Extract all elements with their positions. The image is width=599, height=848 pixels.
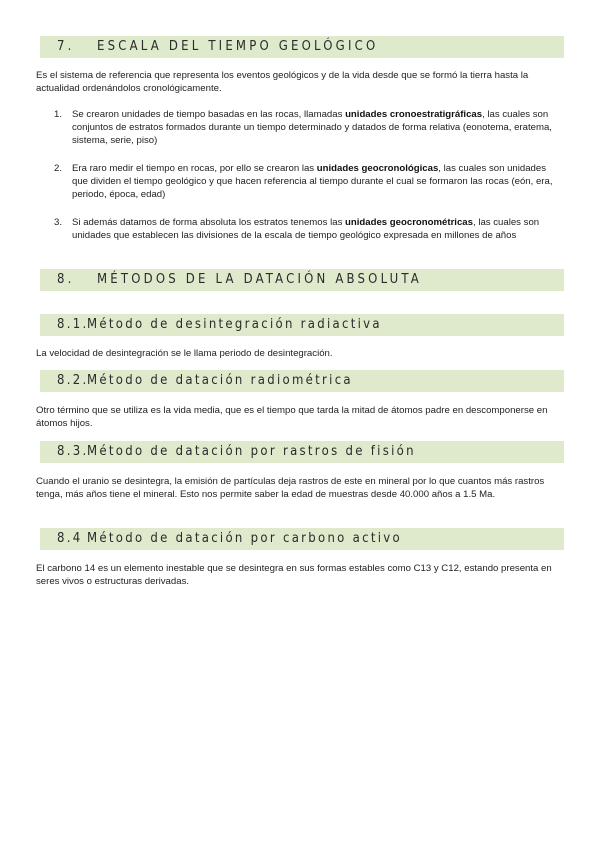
section-8-3-number: 8.3. xyxy=(57,444,89,459)
section-8-3-heading xyxy=(40,441,564,463)
section-8-1-text: La velocidad de desintegración se le llama periodo de desintegración. xyxy=(36,348,333,359)
section-8-2-heading xyxy=(40,370,564,392)
list-item-text: Era raro medir el tiempo en rocas, por ello se crearon las unidades geocronológicas, las cuales son unidades que dividen el tiempo geológico y que hacen referencia al tiempo durante el cual se formaron las rocas (eón, era, periodo, época, edad) xyxy=(72,163,553,201)
term-cronoestratigraficas: unidades cronoestratigráficas xyxy=(345,109,483,120)
section-7-title: ESCALA DEL TIEMPO GEOLÓGICO xyxy=(97,39,379,54)
section-7-heading xyxy=(40,36,564,58)
section-8-1-number: 8.1. xyxy=(57,317,89,332)
list-item-number: 2. xyxy=(54,163,63,174)
section-8-heading xyxy=(40,269,564,291)
list-item-number: 1. xyxy=(54,109,63,120)
section-8-4-title: Método de datación por carbono activo xyxy=(87,531,402,546)
section-8-1-title: Método de desintegración radiactiva xyxy=(87,317,382,332)
list-item xyxy=(54,108,564,148)
section-8-3-text: Cuando el uranio se desintegra, la emisión de partículas deja rastros de este en mineral por lo que cuantos más rastros tenga, más años tiene el mineral. Esto nos permite saber la edad de muestras desde 40.000 años a 1.5 Ma. xyxy=(36,476,545,501)
section-8-number: 8. xyxy=(57,272,75,287)
section-7-intro: Es el sistema de referencia que representa los eventos geológicos y de la vida desde que se formó la tierra hasta la actualidad ordenándolos cronológicamente. xyxy=(36,70,529,95)
section-8-4-number: 8.4 xyxy=(57,531,83,546)
term-geocronometricas: unidades geocronométricas xyxy=(345,217,473,228)
list-item xyxy=(54,162,564,202)
list-item-text: Si además datamos de forma absoluta los estratos tenemos las unidades geocronométricas, las cuales son unidades que establecen las divisiones de la escala de tiempo geológico expresada en millones de años xyxy=(72,217,540,242)
list-item-number: 3. xyxy=(54,217,63,228)
section-8-title: MÉTODOS DE LA DATACIÓN ABSOLUTA xyxy=(97,272,422,287)
section-8-4-heading xyxy=(40,528,564,550)
list-item xyxy=(54,216,564,242)
section-8-2-text: Otro término que se utiliza es la vida media, que es el tiempo que tarda la mitad de átomos padre en descomponerse en átomos hijos. xyxy=(36,405,548,430)
section-8-2-title: Método de datación radiométrica xyxy=(87,373,353,388)
list-item-text: Se crearon unidades de tiempo basadas en las rocas, llamadas unidades cronoestratigráficas, las cuales son conjuntos de estratos formados durante un tiempo determinado y datados de forma relativa (eonotema, eratema, sistema, serie, piso) xyxy=(72,109,552,147)
section-8-1-heading xyxy=(40,314,564,336)
section-8-3-title: Método de datación por rastros de fisión xyxy=(87,444,416,459)
section-8-2-number: 8.2. xyxy=(57,373,89,388)
section-7-number: 7. xyxy=(57,39,75,54)
term-geocronologicas: unidades geocronológicas xyxy=(316,163,439,174)
section-8-4-text: El carbono 14 es un elemento inestable que se desintegra en sus formas estables como C13 y C12, estando presenta en seres vivos o estructuras derivadas. xyxy=(36,563,552,588)
